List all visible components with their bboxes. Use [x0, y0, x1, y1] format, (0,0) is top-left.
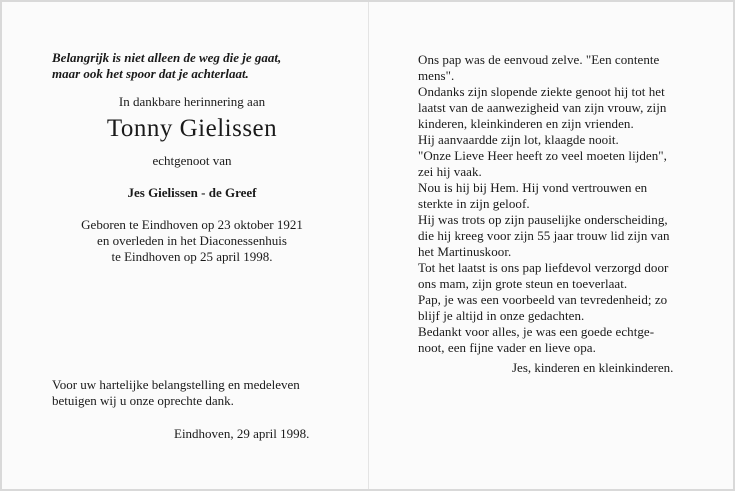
- thanks-line: betuigen wij u onze oprechte dank.: [52, 393, 234, 408]
- tribute-line: Ondanks zijn slopende ziekte genoot hij tot het: [418, 84, 665, 99]
- tribute-line: kinderen, kleinkinderen en zijn vrienden.: [418, 116, 634, 131]
- tribute-line: Pap, je was een voorbeeld van tevredenheid; zo: [418, 292, 668, 307]
- tribute-line: Nou is hij bij Hem. Hij vond vertrouwen en: [418, 180, 648, 195]
- tribute-line: ons mam, zijn grote steun en toeverlaat.: [418, 276, 628, 291]
- birth-death-line: te Eindhoven op 25 april 1998.: [111, 249, 273, 264]
- spouse-name: Jes Gielissen - de Greef: [127, 185, 257, 200]
- intro-text: In dankbare herinnering aan: [118, 94, 266, 109]
- birth-death-line: Geboren te Eindhoven op 23 oktober 1921: [81, 217, 303, 232]
- tribute-line: Bedankt voor alles, je was een goede echtge-: [418, 324, 655, 339]
- tribute-line: Hij was trots op zijn pauselijke onderscheiding,: [418, 212, 668, 227]
- card-fold: [368, 2, 369, 489]
- birth-death-line: en overleden in het Diaconessenhuis: [97, 233, 287, 248]
- tribute-line: Ons pap was de eenvoud zelve. "Een contente: [418, 52, 660, 67]
- motto: [52, 50, 352, 82]
- tribute-line: "Onze Lieve Heer heeft zo veel moeten lijden",: [418, 148, 667, 163]
- spouse-label: echtgenoot van: [152, 153, 232, 168]
- tribute-line: blijf je altijd in onze gedachten.: [418, 308, 585, 323]
- tribute-line: mens".: [418, 68, 455, 83]
- thanks-line: Voor uw hartelijke belangstelling en medeleven: [52, 377, 300, 392]
- tribute-text: [418, 52, 690, 356]
- tribute-line: laatst van de aanwezigheid van zijn vrouw, zijn: [418, 100, 667, 115]
- thanks-text: [52, 377, 352, 409]
- tribute-line: Hij aanvaardde zijn lot, klaagde nooit.: [418, 132, 619, 147]
- motto-line: Belangrijk is niet alleen de weg die je gaat,: [52, 50, 282, 65]
- motto-line: maar ook het spoor dat je achterlaat.: [52, 66, 249, 81]
- birth-death-details: [42, 217, 342, 265]
- place-date: Eindhoven, 29 april 1998.: [174, 426, 310, 441]
- tribute-line: die hij kreeg voor zijn 55 jaar trouw lid zijn van: [418, 228, 670, 243]
- signoff: Jes, kinderen en kleinkinderen.: [512, 360, 674, 375]
- tribute-line: Tot het laatst is ons pap liefdevol verzorgd door: [418, 260, 669, 275]
- deceased-name: Tonny Gielissen: [106, 115, 278, 142]
- left-panel: [2, 2, 368, 489]
- memorial-card: [2, 2, 733, 489]
- tribute-line: het Martinuskoor.: [418, 244, 512, 259]
- tribute-line: zei hij vaak.: [418, 164, 482, 179]
- tribute-line: noot, een fijne vader en lieve opa.: [418, 340, 596, 355]
- tribute-line: sterkte in zijn geloof.: [418, 196, 530, 211]
